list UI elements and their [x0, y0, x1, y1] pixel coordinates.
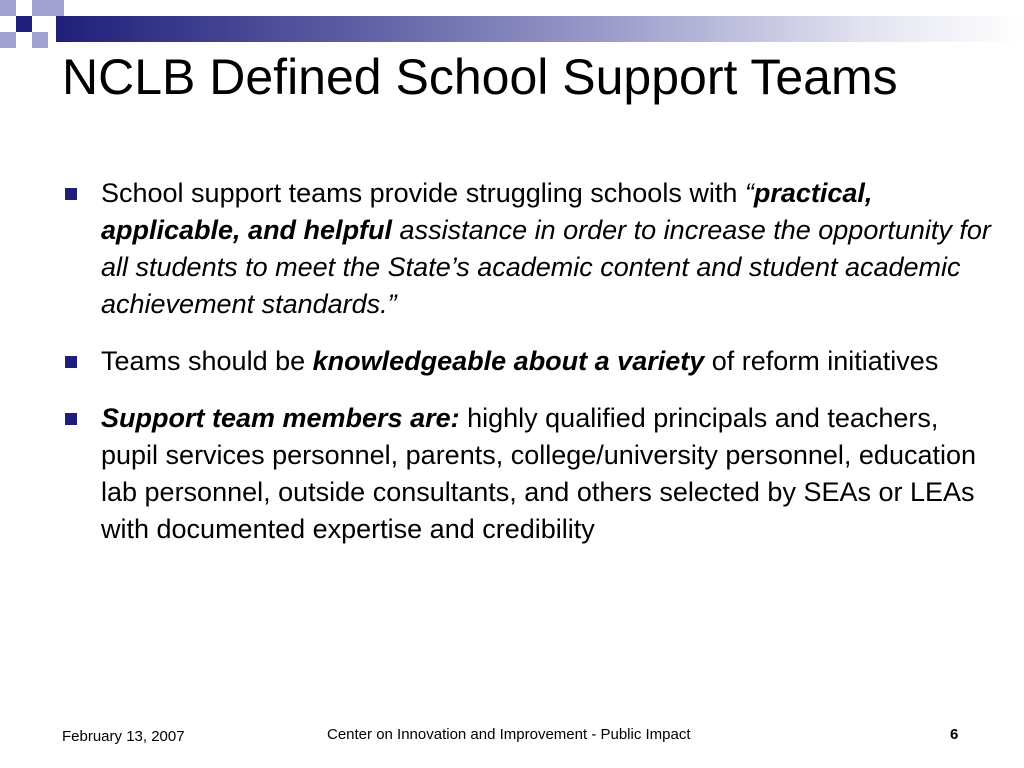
decor-square — [48, 0, 64, 16]
bullet-list — [62, 175, 1002, 568]
slide-title: NCLB Defined School Support Teams — [62, 49, 898, 105]
bullet-text: Teams should be — [101, 346, 313, 376]
bullet-emphasis: knowledgeable about a variety — [312, 346, 705, 376]
decor-square — [16, 16, 32, 32]
bullet-emphasis: Support team members are: — [101, 403, 460, 433]
square-bullet-icon — [65, 413, 77, 425]
bullet-text: highly qualified principals and teachers, pupil services personnel, parents, college/university personnel, education lab personnel, outside consultants, and others selected by SEAs or LEAs with documented expertise and credibility — [101, 403, 977, 544]
bullet-italic-text: assistance in order to increase the opportunity for all students to meet the State’s academic content and student academic achievement standards.” — [101, 215, 991, 319]
bullet-text: School support teams provide struggling schools with — [101, 178, 745, 208]
decor-square — [32, 32, 48, 48]
bullet-item — [62, 175, 1002, 323]
bullet-text: of reform initiatives — [704, 346, 939, 376]
footer-organization: Center on Innovation and Improvement - Public Impact — [327, 726, 691, 743]
decor-square — [0, 32, 16, 48]
header-gradient-bar — [56, 16, 1024, 42]
quote-open: “ — [744, 178, 754, 208]
bullet-item — [62, 400, 1002, 548]
page-number: 6 — [950, 726, 959, 743]
square-bullet-icon — [65, 356, 77, 368]
footer-date: February 13, 2007 — [62, 728, 185, 745]
bullet-item — [62, 343, 1002, 380]
decor-square — [32, 0, 48, 16]
decor-square — [0, 0, 16, 16]
square-bullet-icon — [65, 188, 77, 200]
bullet-emphasis: practical, applicable, and helpful — [101, 178, 873, 245]
